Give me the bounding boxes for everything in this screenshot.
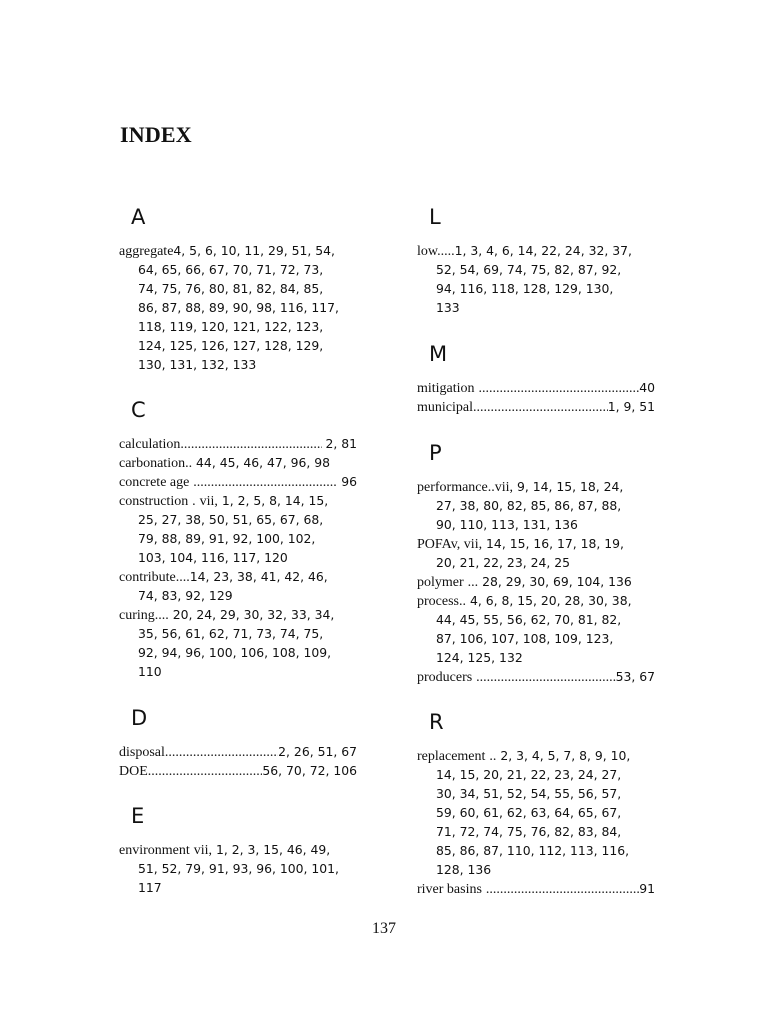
dot-leader bbox=[148, 762, 263, 781]
index-entry-carbonation bbox=[119, 453, 357, 472]
index-term: disposal bbox=[119, 745, 165, 760]
index-entry-municipal bbox=[417, 397, 655, 416]
index-term: municipal bbox=[417, 400, 473, 415]
page-title: INDEX bbox=[120, 122, 192, 147]
page-refs: 110 bbox=[138, 664, 162, 679]
section-letter-a: A bbox=[131, 205, 146, 229]
page-refs: 92, 94, 96, 100, 106, 108, 109, bbox=[138, 645, 332, 660]
page-refs: 44, 45, 46, 47, 96, 98 bbox=[196, 455, 331, 470]
index-term: environment bbox=[119, 843, 190, 858]
page-refs: 1, 9, 51 bbox=[607, 399, 655, 414]
page-refs: 40 bbox=[639, 380, 655, 395]
index-entry-curing bbox=[119, 605, 357, 681]
index-entry-concrete-age bbox=[119, 472, 357, 491]
page-refs: 2, 3, 4, 5, 7, 8, 9, 10, bbox=[500, 748, 631, 763]
index-term: concrete age bbox=[119, 475, 190, 490]
page-refs: 128, 136 bbox=[436, 862, 492, 877]
page-refs: 30, 34, 51, 52, 54, 55, 56, 57, bbox=[436, 786, 622, 801]
index-entry-construction bbox=[119, 491, 357, 567]
page-refs: 87, 106, 107, 108, 109, 123, bbox=[436, 631, 614, 646]
roman-refs: v, vii, bbox=[450, 537, 483, 552]
dot-leader: .. bbox=[489, 749, 497, 764]
index-entry-aggregate bbox=[119, 241, 357, 374]
page-refs: 124, 125, 126, 127, 128, 129, bbox=[138, 338, 324, 353]
roman-refs: vii, bbox=[494, 480, 514, 495]
index-term: mitigation bbox=[417, 381, 475, 396]
page-refs: 44, 45, 55, 56, 62, 70, 81, 82, bbox=[436, 612, 622, 627]
page-refs: 14, 15, 16, 17, 18, 19, bbox=[486, 536, 624, 551]
page-refs: 124, 125, 132 bbox=[436, 650, 523, 665]
index-term: producers bbox=[417, 670, 473, 685]
index-entry-producers bbox=[417, 667, 655, 686]
dot-leader: .. bbox=[487, 480, 495, 495]
index-term: contribute bbox=[119, 570, 176, 585]
index-entry-disposal bbox=[119, 742, 357, 761]
page-refs: 25, 27, 38, 50, 51, 65, 67, 68, bbox=[138, 512, 324, 527]
roman-refs: vii, bbox=[199, 494, 218, 509]
index-term: polymer bbox=[417, 575, 464, 590]
dot-leader: .. bbox=[185, 456, 193, 471]
page-refs: 52, 54, 69, 74, 75, 82, 87, 92, bbox=[436, 262, 622, 277]
page-refs: 103, 104, 116, 117, 120 bbox=[138, 550, 288, 565]
page-refs: 86, 87, 88, 89, 90, 98, 116, 117, bbox=[138, 300, 339, 315]
index-entry-contribute bbox=[119, 567, 357, 605]
page-refs: 74, 83, 92, 129 bbox=[138, 588, 233, 603]
section-letter-e: E bbox=[131, 804, 145, 828]
index-entry-calculation bbox=[119, 434, 357, 453]
page-refs: 1, 2, 3, 15, 46, 49, bbox=[215, 842, 331, 857]
index-entry-pofa bbox=[417, 534, 655, 572]
dot-leader bbox=[476, 668, 615, 687]
index-term: aggregate bbox=[119, 244, 174, 259]
page-refs: 56, 70, 72, 106 bbox=[262, 763, 357, 778]
page-refs: 117 bbox=[138, 880, 162, 895]
dot-leader bbox=[193, 473, 337, 492]
dot-leader: ... bbox=[467, 575, 479, 590]
dot-leader: .... bbox=[154, 608, 169, 623]
page-refs: 91 bbox=[639, 881, 655, 896]
page-refs: 20, 24, 29, 30, 32, 33, 34, bbox=[172, 607, 335, 622]
index-term: carbonation bbox=[119, 456, 186, 471]
section-letter-l: L bbox=[429, 205, 441, 229]
page-refs: 1, 2, 5, 8, 14, 15, bbox=[221, 493, 329, 508]
page-refs: 118, 119, 120, 121, 122, 123, bbox=[138, 319, 324, 334]
page-refs: 94, 116, 118, 128, 129, 130, bbox=[436, 281, 614, 296]
roman-refs: vii, bbox=[193, 843, 212, 858]
page-refs: 1, 3, 4, 6, 14, 22, 24, 32, 37, bbox=[454, 243, 632, 258]
index-term: performance bbox=[417, 480, 488, 495]
page-refs: 4, 5, 6, 10, 11, 29, 51, 54, bbox=[173, 243, 335, 258]
page-refs: 64, 65, 66, 67, 70, 71, 72, 73, bbox=[138, 262, 324, 277]
page-refs: 20, 21, 22, 23, 24, 25 bbox=[436, 555, 570, 570]
dot-leader bbox=[486, 880, 639, 899]
page-refs: 51, 52, 79, 91, 93, 96, 100, 101, bbox=[138, 861, 339, 876]
index-term: curing bbox=[119, 608, 155, 623]
index-entry-replacement bbox=[417, 746, 655, 879]
index-entry-mitigation bbox=[417, 378, 655, 397]
page-refs: 14, 23, 38, 41, 42, 46, bbox=[189, 569, 328, 584]
dot-leader bbox=[165, 743, 278, 762]
page-refs: 90, 110, 113, 131, 136 bbox=[436, 517, 578, 532]
page-refs: 85, 86, 87, 110, 112, 113, 116, bbox=[436, 843, 630, 858]
section-letter-c: C bbox=[131, 398, 146, 422]
index-entry-low bbox=[417, 241, 655, 317]
page-refs: 35, 56, 61, 62, 71, 73, 74, 75, bbox=[138, 626, 324, 641]
page-refs: 74, 75, 76, 80, 81, 82, 84, 85, bbox=[138, 281, 324, 296]
index-entry-river-basins bbox=[417, 879, 655, 898]
dot-leader bbox=[180, 435, 321, 454]
index-entry-polymer bbox=[417, 572, 655, 591]
index-term: process bbox=[417, 594, 459, 609]
index-term: replacement bbox=[417, 749, 486, 764]
index-term: low bbox=[417, 244, 438, 259]
index-term: construction bbox=[119, 494, 189, 509]
index-term: POFA bbox=[417, 537, 451, 552]
index-entry-process bbox=[417, 591, 655, 667]
page-refs: 96 bbox=[341, 474, 357, 489]
page-refs: 27, 38, 80, 82, 85, 86, 87, 88, bbox=[436, 498, 622, 513]
dot-leader bbox=[479, 379, 640, 398]
index-entry-environment bbox=[119, 840, 357, 897]
section-letter-m: M bbox=[429, 342, 448, 366]
section-letter-p: P bbox=[429, 441, 442, 465]
index-term: river basins bbox=[417, 882, 482, 897]
index-entry-doe bbox=[119, 761, 357, 780]
dot-leader: .. bbox=[459, 594, 466, 609]
page-refs: 71, 72, 74, 75, 76, 82, 83, 84, bbox=[436, 824, 622, 839]
section-letter-d: D bbox=[131, 706, 148, 730]
section-letter-r: R bbox=[429, 710, 444, 734]
page-refs: 130, 131, 132, 133 bbox=[138, 357, 257, 372]
page-refs: 14, 15, 20, 21, 22, 23, 24, 27, bbox=[436, 767, 622, 782]
page-refs: 79, 88, 89, 91, 92, 100, 102, bbox=[138, 531, 316, 546]
page-refs: 59, 60, 61, 62, 63, 64, 65, 67, bbox=[436, 805, 622, 820]
dot-leader bbox=[473, 398, 608, 417]
page-refs: 2, 26, 51, 67 bbox=[278, 744, 357, 759]
page-refs: 53, 67 bbox=[615, 669, 655, 684]
dot-leader: ..... bbox=[437, 244, 455, 259]
dot-leader: . bbox=[192, 494, 196, 509]
index-term: DOE bbox=[119, 764, 148, 779]
dot-leader: .... bbox=[175, 570, 190, 585]
page-number: 137 bbox=[372, 920, 396, 937]
page-refs: 2, 81 bbox=[325, 436, 357, 451]
index-term: calculation bbox=[119, 437, 181, 452]
page-refs: 28, 29, 30, 69, 104, 136 bbox=[482, 574, 632, 589]
page-refs: 9, 14, 15, 18, 24, bbox=[516, 479, 624, 494]
page-refs: 4, 6, 8, 15, 20, 28, 30, 38, bbox=[469, 593, 632, 608]
page-refs: 133 bbox=[436, 300, 460, 315]
index-entry-performance bbox=[417, 477, 655, 534]
